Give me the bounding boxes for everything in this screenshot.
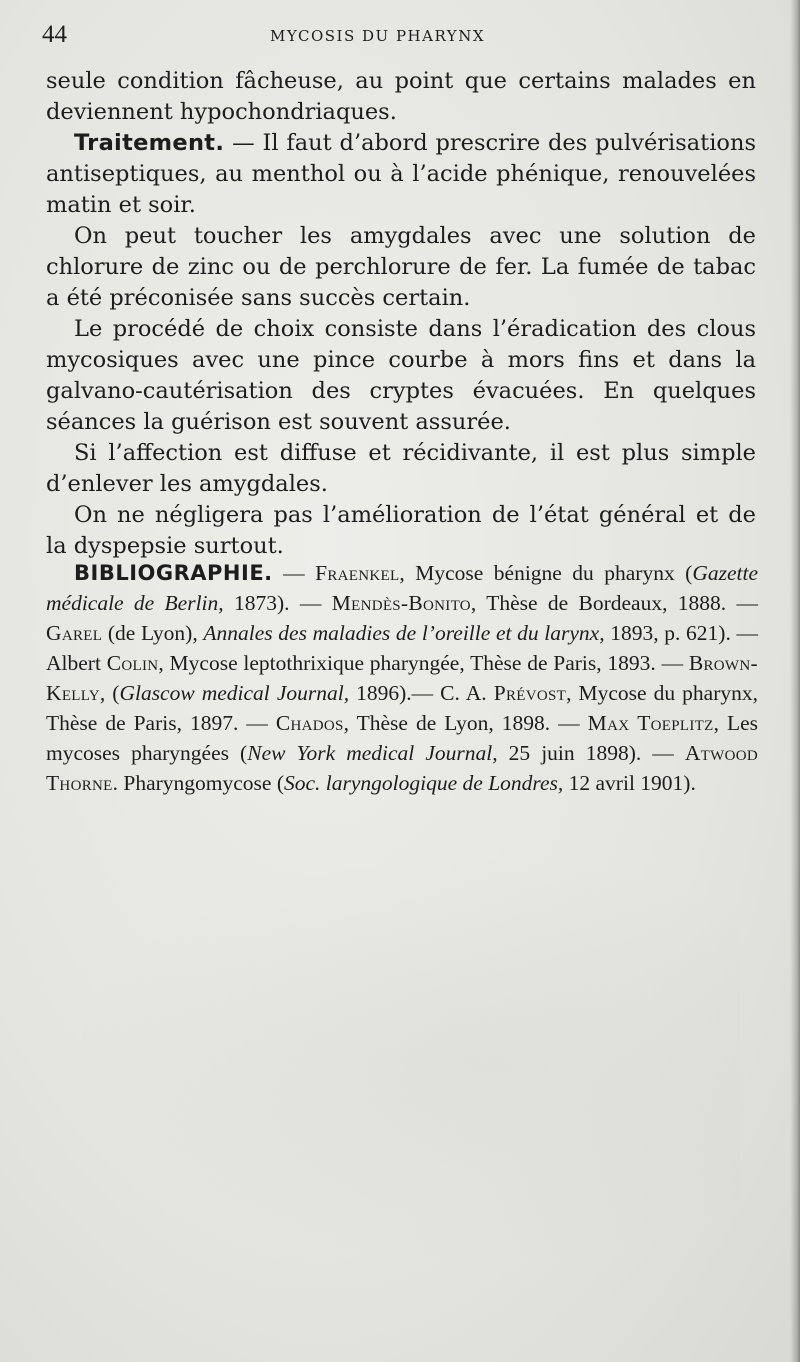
page-header — [42, 20, 742, 52]
citation-text: 12 avril 1901). — [563, 771, 696, 795]
citation-text: , Thèse de Bordeaux, 1888. — — [470, 591, 758, 615]
paragraph: Si l’affection est diffuse et récidivante, il est plus simple d’enlever les amygdales. — [46, 440, 756, 497]
citation-text: . Pharyngomycose ( — [112, 771, 284, 795]
section-keyword: Traitement. — [74, 130, 225, 156]
page-number: 44 — [42, 21, 67, 48]
author-name: Colin — [106, 651, 159, 675]
journal-title: Annales des maladies de l’oreille et du larynx, — [203, 621, 605, 645]
citation-text: , Mycose leptothrixique pharyngée, Thèse de Paris, 1893. — — [158, 651, 689, 675]
citation-text: , ( — [99, 681, 120, 705]
citation-text: 1893, p. 621). — Albert — [46, 621, 758, 675]
paragraph-text: — Il faut d’abord prescrire des pulvérisations antiseptiques, au menthol ou à l’acide phénique, renouvelées matin et soir. — [46, 130, 756, 218]
bibliography-paragraph — [46, 558, 758, 798]
paragraph: Le procédé de choix consiste dans l’éradication des clous mycosiques avec une pince courbe à mors fins et dans la galvano-cautérisation des cryptes évacuées. En quelques séances la guérison est souvent assurée. — [46, 316, 756, 435]
citation-text: , Les mycoses pharyngées ( — [46, 711, 758, 765]
journal-title: Gazette médicale de Berlin, — [46, 561, 759, 615]
bibliography-heading: BIBLIOGRAPHIE. — [74, 561, 273, 585]
author-name: Mendès-Bonito — [331, 591, 471, 615]
author-name: Garel — [46, 621, 103, 645]
author-name: Chados — [275, 711, 344, 735]
citation-text: , Thèse de Lyon, 1898. — — [343, 711, 588, 735]
author-name: Brown-Kelly — [46, 651, 758, 705]
paragraph: On ne négligera pas l’amélioration de l’état général et de la dyspepsie surtout. — [46, 502, 756, 559]
paragraph-continuation: seule condition fâcheuse, au point que certains malades en deviennent hypochondriaques. — [46, 68, 756, 125]
journal-title: Soc. laryngologique de Londres, — [283, 771, 564, 795]
citation-text: 1873). — — [223, 591, 332, 615]
separator: — — [272, 561, 316, 585]
body-text — [46, 66, 756, 562]
journal-title: New York medical Journal, — [247, 741, 498, 765]
author-name: Max Toeplitz — [587, 711, 714, 735]
author-name: Atwood Thorne — [46, 741, 759, 795]
citation-text: , Mycose bénigne du pharynx ( — [399, 561, 693, 585]
show-through-smudge — [60, 850, 740, 1270]
journal-title: Glascow medical Journal, — [119, 681, 350, 705]
paragraph: On peut toucher les amygdales avec une solution de chlorure de zinc ou de perchlorure de fer. La fumée de tabac a été préconisée sans succès certain. — [46, 223, 756, 311]
author-name: Fraenkel — [315, 561, 400, 585]
paragraph-traitement — [46, 128, 756, 221]
page-edge-shadow — [790, 0, 800, 1362]
author-name: Prévost — [493, 681, 567, 705]
citation-text: 25 juin 1898). — — [497, 741, 685, 765]
bibliography — [46, 558, 758, 798]
citation-text: 1896).— C. A. — [349, 681, 494, 705]
running-head: MYCOSIS DU PHARYNX — [270, 27, 485, 45]
citation-text: , Mycose du pharynx, Thèse de Paris, 1897. — — [46, 681, 758, 735]
citation-text: (de Lyon), — [102, 621, 204, 645]
